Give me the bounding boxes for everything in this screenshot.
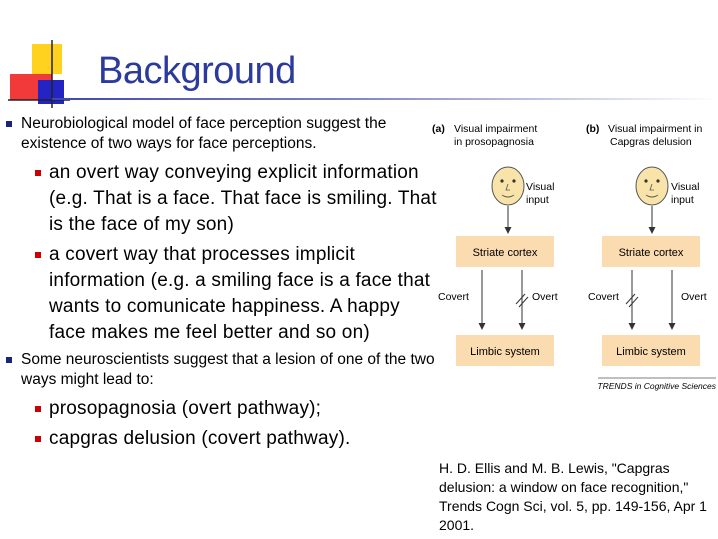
visual-input-label-a: Visual: [526, 181, 555, 193]
sub-bullet-item: [4, 396, 440, 422]
panel-b-letter: (b): [586, 123, 600, 135]
bullet-text: Neurobiological model of face perception suggest the existence of two ways for face perceptions.: [21, 115, 387, 152]
covert-label-a: Covert: [438, 291, 469, 303]
title-underline: [52, 98, 718, 100]
figure-caption: H. D. Ellis and M. B. Lewis, "Capgras delusion: a window on face recognition," Trends Cogn Sci, vol. 5, pp. 149-156, Apr 1 2001.: [439, 460, 707, 533]
square-bullet-icon: [6, 121, 12, 127]
figure-source: TRENDS in Cognitive Sciences: [597, 381, 716, 391]
square-bullet-icon: [35, 436, 41, 442]
limbic-system-label-b: Limbic system: [616, 346, 686, 358]
sub-bullet-item: [4, 160, 440, 238]
bullet-text: a covert way that processes implicit information (e.g. a smiling face is a face that wants to comunicate happiness. A happy face makes me feel better and so on): [49, 244, 431, 343]
bullet-text: prosopagnosia (overt pathway);: [49, 398, 322, 419]
panel-a-letter: (a): [432, 123, 445, 135]
panel-b-title-line1: Visual impairment in: [608, 123, 703, 135]
striate-cortex-label-b: Striate cortex: [618, 247, 684, 259]
bullet-text: capgras delusion (covert pathway).: [49, 428, 351, 449]
bullet-text: an overt way conveying explicit information (e.g. That is a face. That face is smiling. That is the face of my son): [49, 162, 437, 235]
pathway-figure: [426, 118, 718, 394]
slide-title: Background: [98, 50, 296, 92]
square-bullet-icon: [35, 406, 41, 412]
visual-input-label-b: Visual: [671, 181, 700, 193]
bullet-item: [4, 350, 440, 390]
limbic-system-label-a: Limbic system: [470, 346, 540, 358]
overt-label-a: Overt: [532, 291, 558, 303]
covert-label-b: Covert: [588, 291, 619, 303]
panel-a-title-line2: in prosopagnosia: [454, 136, 534, 148]
face-icon: [636, 167, 668, 205]
bullet-text: Some neuroscientists suggest that a lesion of one of the two ways might lead to:: [21, 351, 435, 388]
visual-input-label-a-2: input: [526, 194, 549, 206]
panel-a-title-line1: Visual impairment: [454, 123, 538, 135]
face-icon: [492, 167, 524, 205]
panel-b-title-line2: Capgras delusion: [610, 136, 692, 148]
decorative-logo: [0, 0, 100, 110]
square-bullet-icon: [35, 252, 41, 258]
sub-bullet-item: [4, 426, 440, 452]
bullet-item: [4, 114, 440, 154]
square-bullet-icon: [6, 357, 12, 363]
visual-input-label-b-2: input: [671, 194, 694, 206]
overt-label-b: Overt: [681, 291, 707, 303]
sub-bullet-item: [4, 242, 440, 346]
bullet-list: [4, 114, 440, 456]
square-bullet-icon: [35, 170, 41, 176]
striate-cortex-label-a: Striate cortex: [472, 247, 538, 259]
